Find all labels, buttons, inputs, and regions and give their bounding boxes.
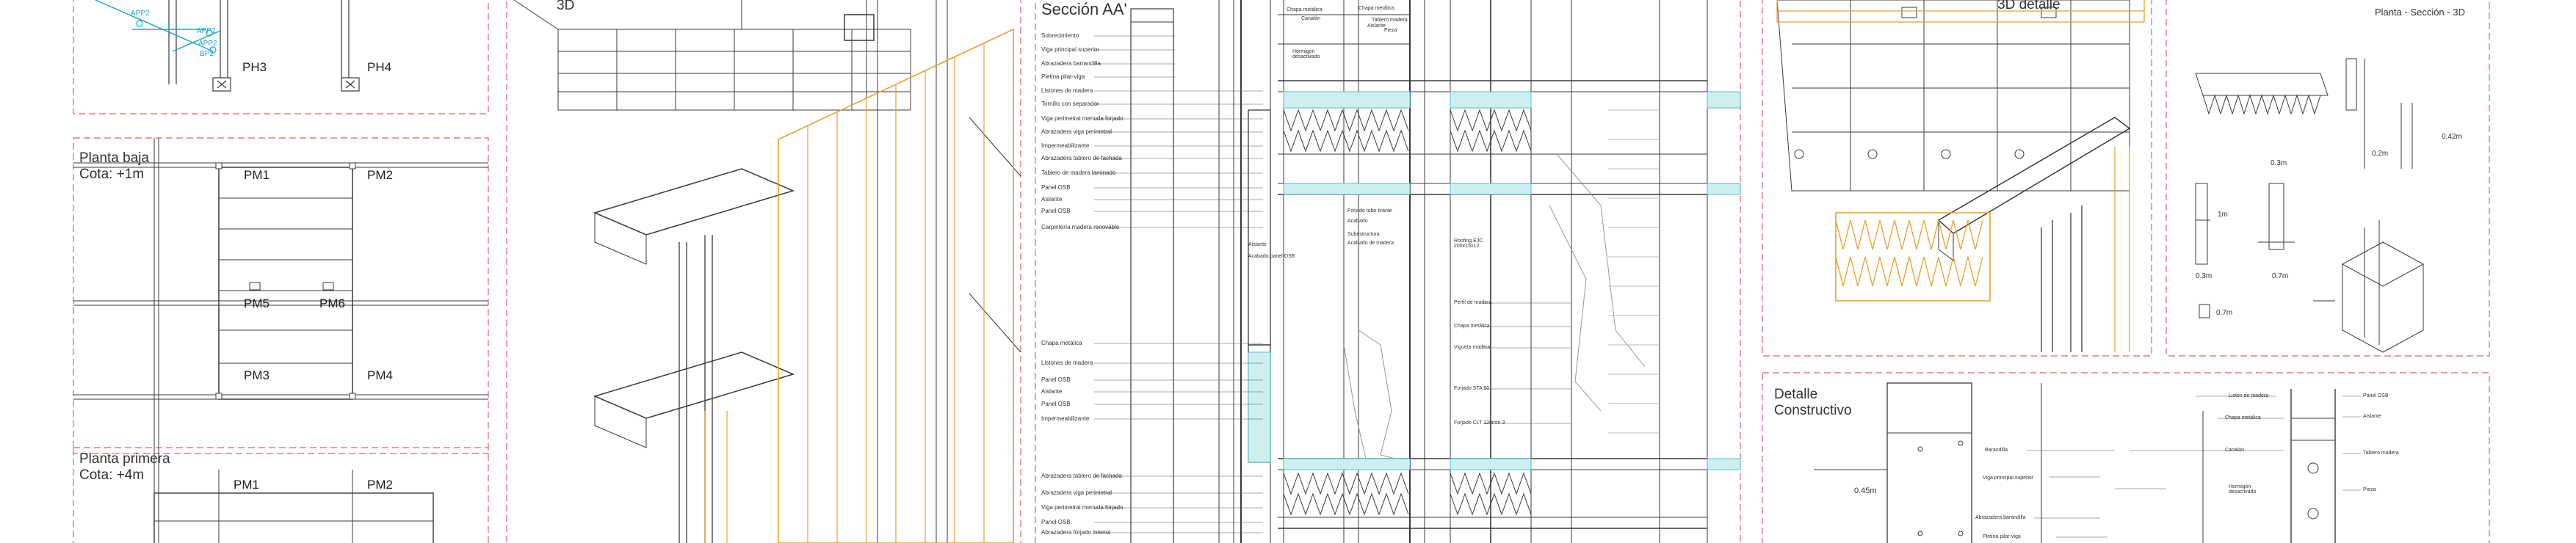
frame-ground-plan — [73, 138, 488, 453]
section-label: Viga perimetral menuda forjado — [1041, 504, 1124, 511]
section-label: Tablero madera — [1372, 18, 1408, 23]
ground-plan-title: Planta baja — [79, 150, 150, 166]
dim-label: 0.7m — [2272, 272, 2289, 280]
section-label: Tablero de madera laminado — [1041, 170, 1116, 176]
section-label: Aislante — [1367, 23, 1386, 29]
first-plan-level: Cota: +4m — [79, 467, 145, 483]
ground-plan-drawing — [73, 138, 488, 448]
section-label: Vigueta madera — [1454, 345, 1491, 350]
section-label: Abrazadera viga perimetral — [1041, 489, 1112, 496]
plan-label: PH3 — [242, 60, 267, 74]
planta-seccion-drawing — [2196, 59, 2423, 352]
constructive-label: Panel OSB — [2363, 393, 2389, 398]
section-label: Acabado panel OSB — [1248, 254, 1295, 259]
section-label: Panel OSB — [1041, 376, 1071, 383]
section-label: Panel OSB — [1041, 184, 1071, 191]
dim-label: 0.7m — [2216, 309, 2233, 317]
section-label: Chapa metálica — [1287, 7, 1323, 12]
section-label: Sobrecimiento — [1041, 32, 1079, 39]
frame-3d-detail — [1762, 0, 2152, 356]
dim-label: 1m — [2218, 211, 2228, 219]
section-label: Aislante — [1041, 196, 1063, 203]
section-label: Acabado — [1347, 219, 1368, 224]
dim-label: 0.3m — [2196, 272, 2213, 280]
detail3d-drawing — [1777, 0, 2130, 352]
dim-label: 0.2m — [2372, 150, 2389, 158]
frame-axo — [507, 0, 1021, 543]
constructive-title-line2: Constructivo — [1774, 403, 1852, 418]
pipe-label: APP2 — [197, 27, 216, 35]
section-label: Aislante — [1248, 242, 1267, 247]
plan-label: PM3 — [244, 368, 269, 382]
pipe-label: APP2 — [131, 10, 150, 18]
section-label: Viga perimetral menuda forjado — [1041, 115, 1124, 122]
pipe-label: APP2 — [198, 40, 217, 48]
section-label: Impermeabilizante — [1041, 415, 1090, 422]
first-plan-drawing — [154, 448, 433, 543]
section-label: Abrazadera barrandilla — [1041, 60, 1101, 67]
ground-plan-level: Cota: +1m — [79, 167, 145, 182]
section-label: Pletina pilar-viga — [1041, 73, 1085, 80]
section-label: Impermeabilizante — [1041, 142, 1090, 149]
section-insulation — [1248, 92, 1740, 470]
plan-label: PM2 — [367, 478, 393, 492]
section-label: Listones de madera — [1041, 360, 1093, 366]
axo-orange-cladding — [705, 29, 1013, 543]
dim-label: 0.45m — [1854, 486, 1877, 495]
constructive-label: Abrazadera barandilla — [1975, 515, 2026, 520]
section-drawing — [1131, 0, 1707, 543]
section-label: Abrazadera tablero de fachada — [1041, 473, 1122, 479]
plan-label: PM5 — [244, 296, 269, 310]
constructive-label: Pieza — [2363, 487, 2376, 492]
constructive-label: Aislante — [2363, 414, 2381, 419]
section-label: Abrazadera forjado interior — [1041, 529, 1111, 536]
panel-frames — [73, 0, 2489, 543]
constructive-label: Listón de madera — [2229, 393, 2269, 398]
dim-label: 0.42m — [2442, 133, 2462, 141]
constructive-title-line1: Detalle — [1774, 387, 1818, 402]
constructive-label: Barandilla — [1985, 448, 2008, 453]
constructive-leaders — [2027, 396, 2361, 537]
section-label: Tornillo con separador — [1041, 101, 1099, 107]
section-label: Forjado tubo tirante — [1347, 208, 1392, 214]
plan-label: PM6 — [319, 296, 345, 310]
plan-label: PM4 — [367, 368, 393, 382]
detail3d-title: 3D detalle — [1997, 0, 2061, 12]
section-title: Sección AA' — [1041, 0, 1127, 18]
plan-label: PM1 — [244, 168, 269, 182]
first-plan-title: Planta primera — [79, 451, 170, 467]
section-label: Abrazadera viga perimetral — [1041, 128, 1112, 135]
section-label: Viga principal superior — [1041, 46, 1100, 53]
section-label: Chapa metálica — [1454, 324, 1490, 329]
constructive-label: Tablero madera — [2363, 451, 2399, 456]
section-label: Roofing EJC 200x15x12 — [1454, 238, 1483, 249]
plan-label: PM1 — [234, 478, 259, 492]
section-label: Panel OSB — [1041, 519, 1071, 525]
dim-label: 0.3m — [2271, 159, 2287, 167]
section-label: Perfil de madera — [1454, 300, 1492, 305]
constructive-label: Canalón — [2225, 448, 2245, 453]
section-label: Chapa metálica — [1041, 340, 1082, 346]
planta-seccion-title: Planta - Sección - 3D — [2375, 7, 2465, 18]
section-label: Forjado CLT 120mm 3 — [1454, 420, 1505, 426]
plan-label: PH4 — [367, 60, 392, 74]
section-label: Abrazadera tablero de fachada — [1041, 155, 1122, 161]
section-label: Listones de madera — [1041, 87, 1093, 94]
constructive-drawing — [1814, 383, 2335, 543]
section-label: Panel OSB — [1041, 208, 1071, 214]
pipe-label: BP2 — [200, 50, 214, 58]
constructive-label: Pletina pilar-viga — [1983, 534, 2021, 539]
section-label: Forjado STA 90 — [1454, 386, 1490, 391]
section-label: Acabado de madera — [1347, 241, 1394, 246]
constructive-label: Viga principal superior — [1983, 475, 2034, 481]
section-label: Aislante — [1041, 388, 1063, 395]
section-label: Hormigón desactivado — [1292, 49, 1320, 59]
section-label: Carpintería madera renovable — [1041, 224, 1120, 230]
section-label: Subestructura — [1347, 232, 1380, 237]
section-label: Chapa metálica — [1358, 6, 1394, 11]
axo-drawing — [514, 0, 1021, 543]
section-label: Panel OSB — [1041, 401, 1071, 407]
section-zigzag — [1284, 110, 1531, 514]
detail3d-orange — [1777, 0, 2144, 352]
constructive-label: Hormigón desactivado — [2229, 484, 2257, 495]
frame-planta-seccion — [2166, 0, 2489, 356]
section-label: Canalón — [1301, 16, 1321, 21]
axo-title: 3D — [557, 0, 575, 13]
plan-label: PM2 — [367, 168, 393, 182]
section-label: Pieza — [1384, 28, 1397, 33]
constructive-label: Chapa metálica — [2225, 415, 2261, 420]
